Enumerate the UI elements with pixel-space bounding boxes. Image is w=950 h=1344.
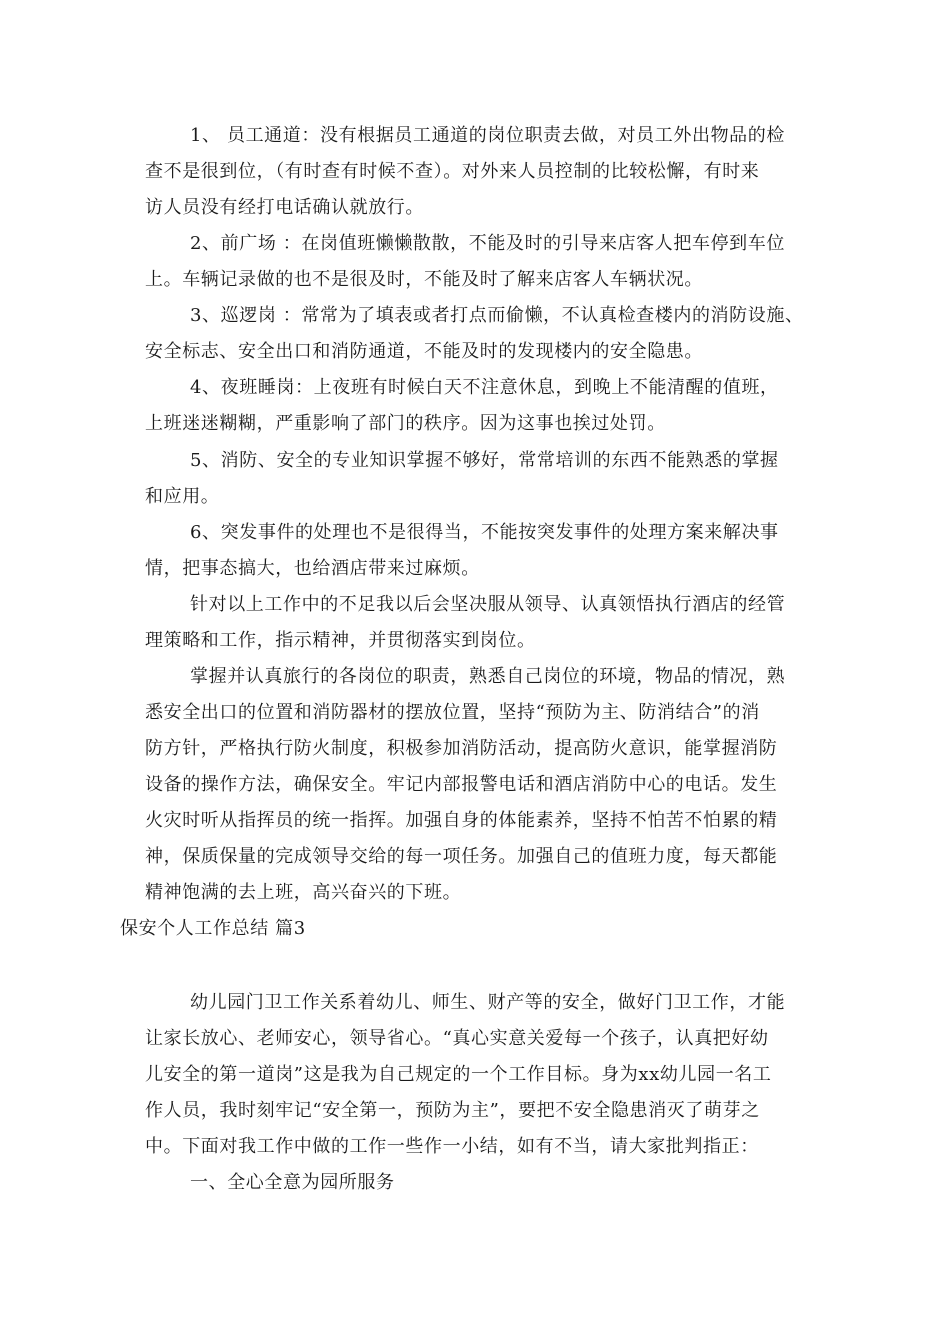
- text-line: 情，把事态搞大，也给酒店带来过麻烦。: [145, 558, 480, 579]
- text-line: 访人员没有经打电话确认就放行。: [145, 197, 424, 218]
- text-line: 理策略和工作，指示精神，并贯彻落实到岗位。: [145, 630, 536, 651]
- text-line: 6、突发事件的处理也不是很得当，不能按突发事件的处理方案来解决事: [190, 522, 779, 543]
- text-line: 查不是很到位，（有时查有时候不查）。对外来人员控制的比较松懈，有时来: [145, 161, 760, 182]
- text-line: 掌握并认真旅行的各岗位的职责，熟悉自己岗位的环境，物品的情况，熟: [190, 666, 786, 687]
- text-line: 5、消防、安全的专业知识掌握不够好，常常培训的东西不能熟悉的掌握: [190, 450, 779, 471]
- text-line: 神，保质保量的完成领导交给的每一项任务。加强自己的值班力度，每天都能: [145, 846, 778, 867]
- text-line: 上班迷迷糊糊，严重影响了部门的秩序。因为这事也挨过处罚。: [145, 413, 666, 434]
- text-line: 一、全心全意为园所服务: [190, 1172, 395, 1193]
- text-line: 3、巡逻岗 ：常常为了填表或者打点而偷懒，不认真检查楼内的消防设施、: [190, 305, 804, 326]
- text-line: 和应用。: [145, 486, 220, 507]
- text-line: 悉安全出口的位置和消防器材的摆放位置，坚持“预防为主、防消结合”的消: [145, 702, 760, 723]
- text-line: 让家长放心、老师安心，领导省心。“真心实意关爱每一个孩子，认真把好幼: [145, 1028, 769, 1049]
- text-line: 火灾时听从指挥员的统一指挥。加强自身的体能素养，坚持不怕苦不怕累的精: [145, 810, 778, 831]
- text-line: 上。车辆记录做的也不是很及时，不能及时了解来店客人车辆状况。: [145, 269, 703, 290]
- text-line: 幼儿园门卫工作关系着幼儿、师生、财产等的安全，做好门卫工作，才能: [190, 992, 786, 1013]
- text-line: 精神饱满的去上班，高兴奋兴的下班。: [145, 882, 462, 903]
- text-line: 防方针，严格执行防火制度，积极参加消防活动，提高防火意识，能掌握消防: [145, 738, 778, 759]
- text-line: 儿安全的第一道岗”这是我为自己规定的一个工作目标。身为xx幼儿园一名工: [145, 1064, 772, 1085]
- text-line: 安全标志、安全出口和消防通道，不能及时的发现楼内的安全隐患。: [145, 341, 703, 362]
- text-line: 针对以上工作中的不足我以后会坚决服从领导、认真领悟执行酒店的经管: [190, 594, 786, 615]
- text-line: 中。下面对我工作中做的工作一些作一小结，如有不当，请大家批判指正：: [145, 1136, 759, 1157]
- text-line: 作人员，我时刻牢记“安全第一，预防为主”，要把不安全隐患消灭了萌芽之: [145, 1100, 760, 1121]
- text-line: 1、 员工通道：没有根据员工通道的岗位职责去做，对员工外出物品的检: [190, 125, 785, 146]
- text-line: 设备的操作方法，确保安全。牢记内部报警电话和酒店消防中心的电话。发生: [145, 774, 778, 795]
- text-line: 4、夜班睡岗：上夜班有时候白天不注意休息，到晚上不能清醒的值班，: [190, 377, 779, 398]
- section-heading: 保安个人工作总结 篇3: [120, 918, 306, 939]
- text-line: 2、前广场 ：在岗值班懒懒散散，不能及时的引导来店客人把车停到车位: [190, 233, 785, 254]
